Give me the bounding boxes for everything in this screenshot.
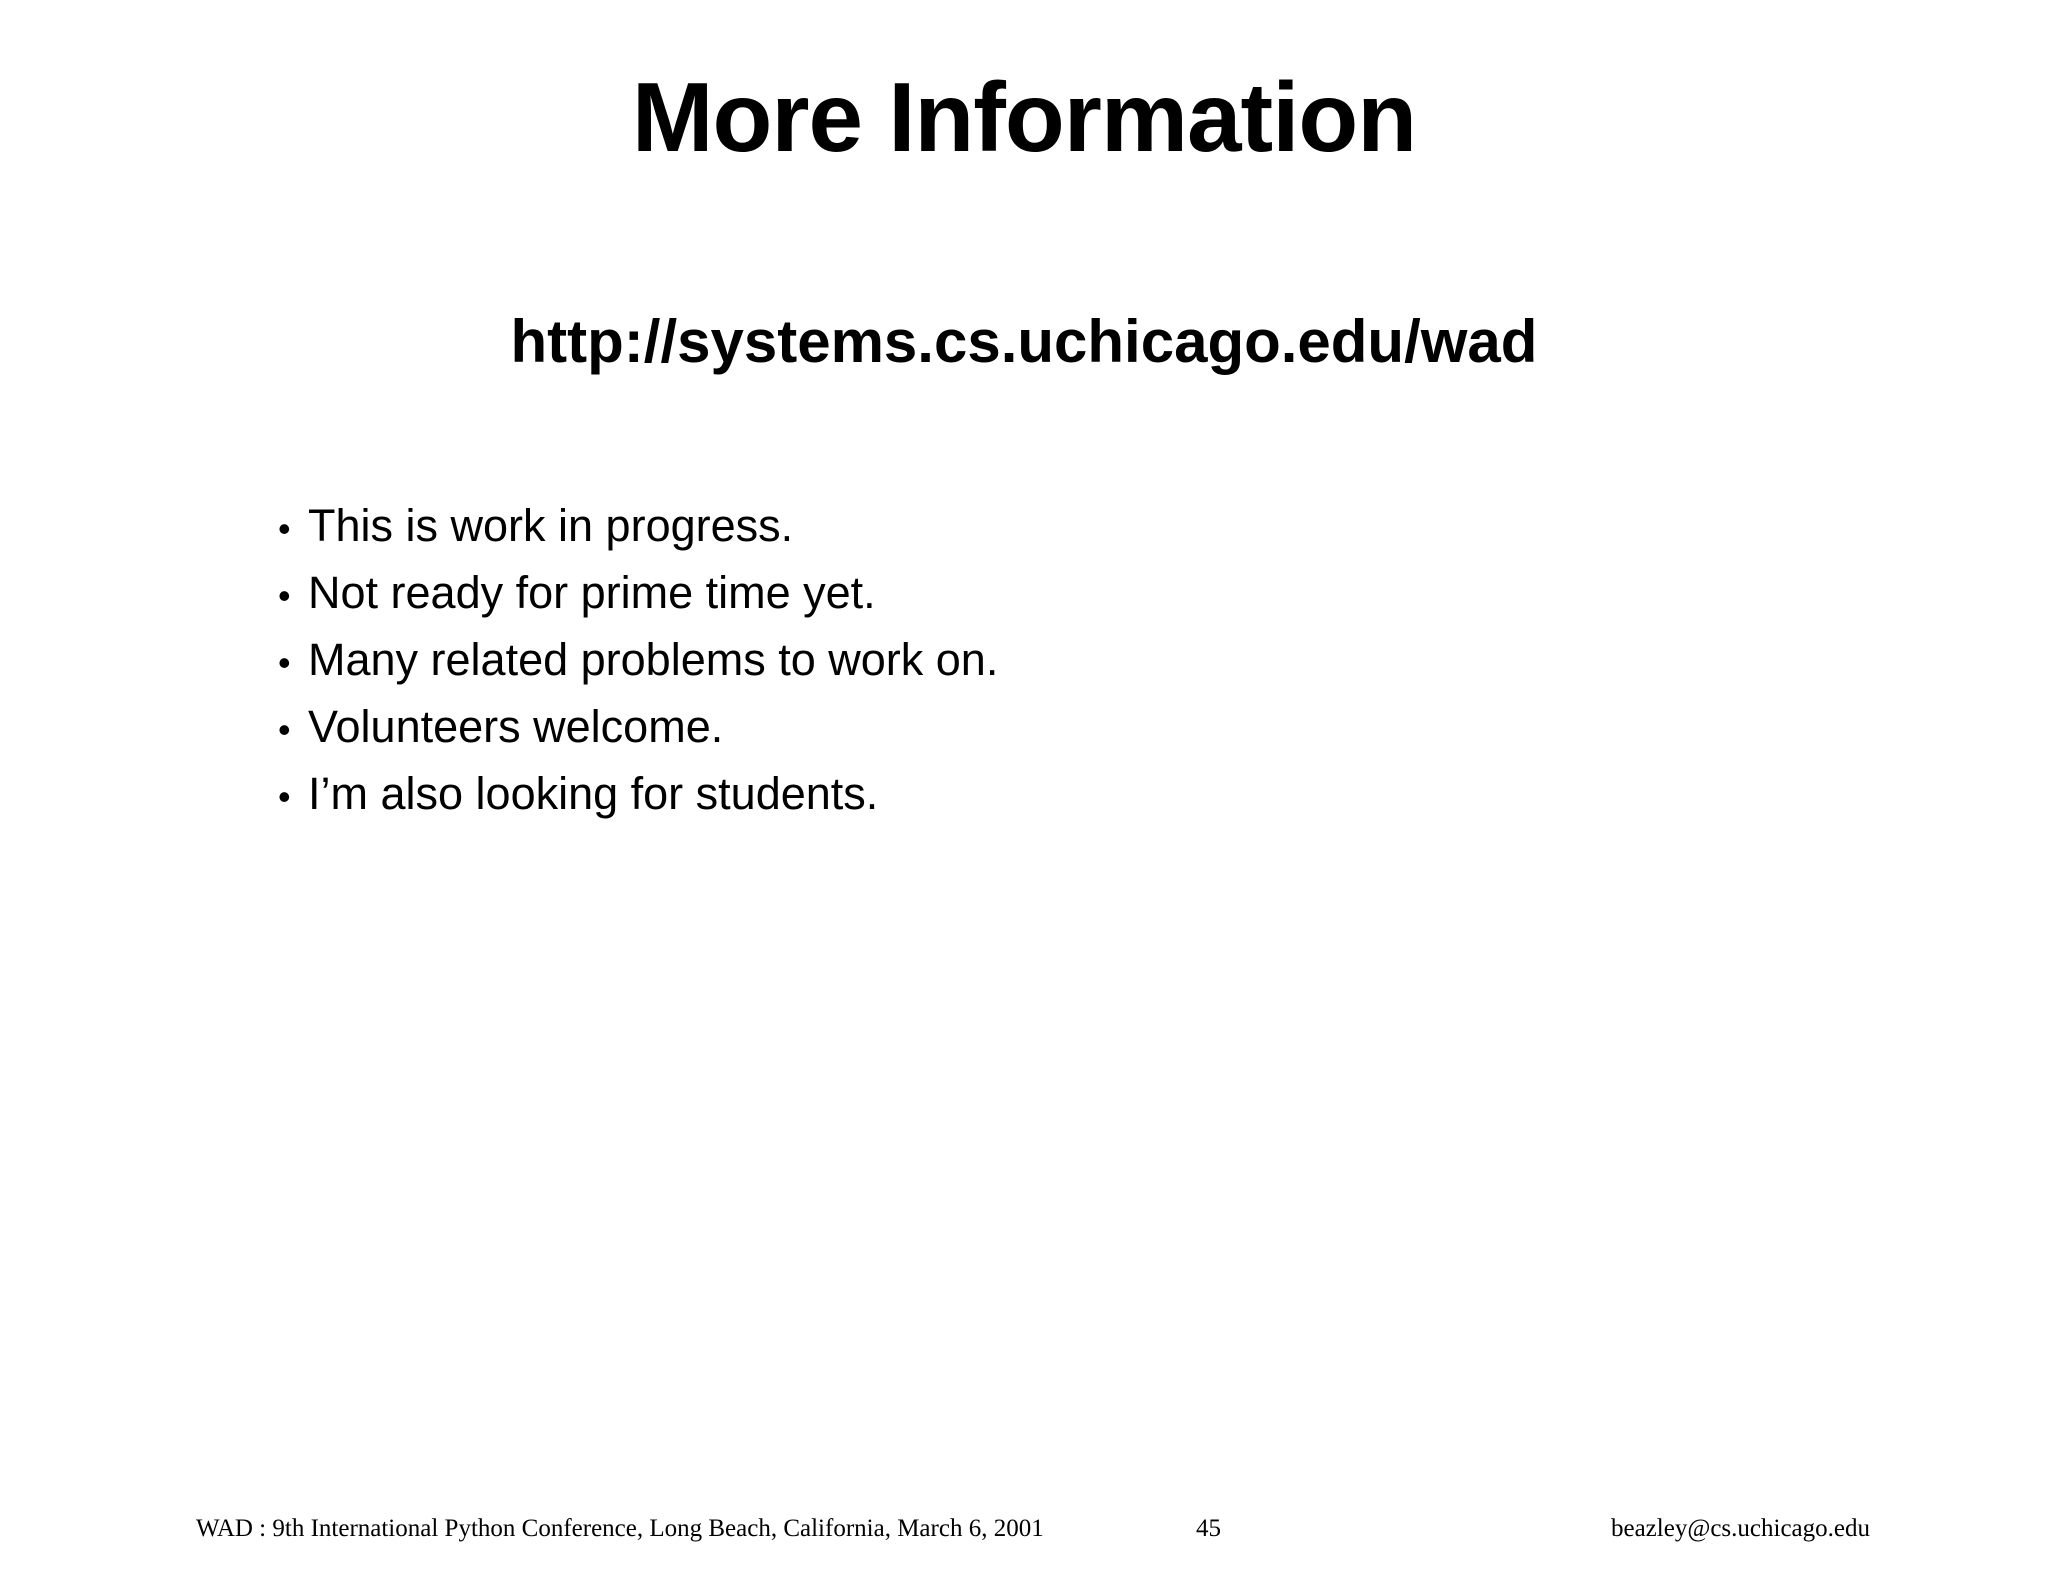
- bullet-icon: •: [278, 776, 291, 817]
- bullet-icon: •: [278, 709, 291, 750]
- project-url: http://systems.cs.uchicago.edu/wad: [510, 308, 1538, 375]
- bullet-item: [278, 760, 998, 827]
- bullet-list: [278, 492, 998, 827]
- bullet-text: I’m also looking for students.: [308, 768, 879, 819]
- bullet-item: [278, 559, 998, 626]
- bullet-item: [278, 693, 998, 760]
- bullet-icon: •: [278, 508, 291, 549]
- footer-conference: WAD : 9th International Python Conference, Long Beach, California, March 6, 2001: [196, 1515, 1044, 1542]
- bullet-icon: •: [278, 642, 291, 683]
- bullet-text: Many related problems to work on.: [308, 634, 999, 685]
- bullet-text: Volunteers welcome.: [308, 701, 724, 752]
- slide-title: More Information: [631, 62, 1417, 172]
- bullet-item: [278, 492, 998, 559]
- footer-email: beazley@cs.uchicago.edu: [1610, 1515, 1870, 1542]
- bullet-text: Not ready for prime time yet.: [308, 567, 876, 618]
- bullet-icon: •: [278, 575, 291, 616]
- footer-page-number: 45: [1196, 1515, 1221, 1542]
- bullet-item: [278, 626, 998, 693]
- bullet-text: This is work in progress.: [308, 500, 794, 551]
